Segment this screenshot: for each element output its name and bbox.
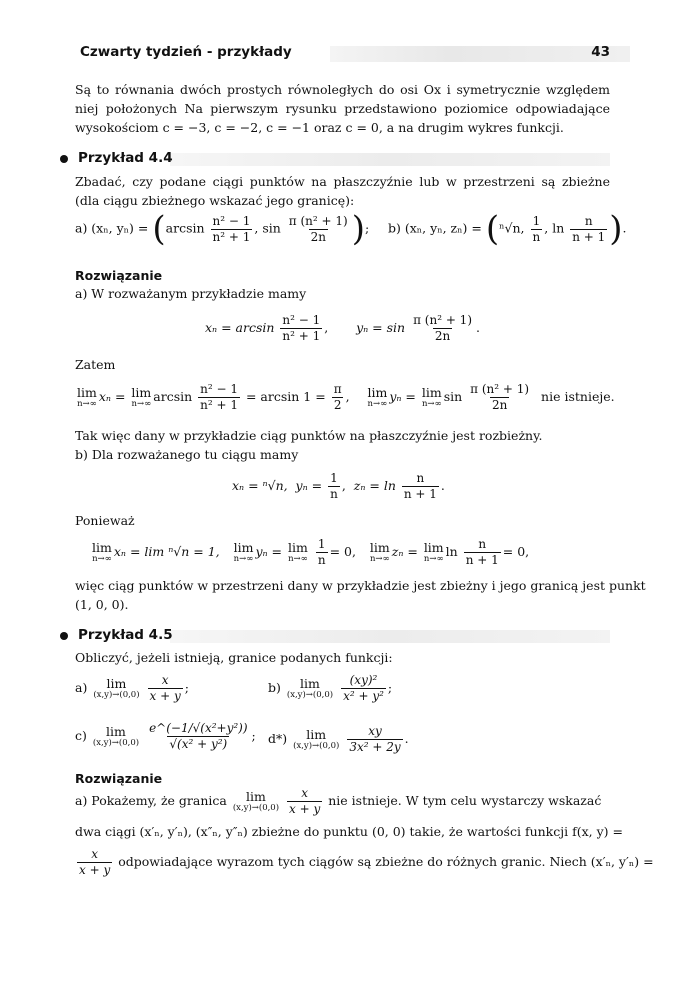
formula-4-5-b: b) lim (x,y)→(0,0) $\frac{\text{(xy)²}}{\text{x² + y²}}$ ; bbox=[268, 673, 393, 703]
chapter-title: Czwarty tydzień - przykłady bbox=[80, 44, 292, 60]
text-line: Są to równania dwóch prostych równoległych do osi Ox i symetrycznie względem bbox=[75, 82, 610, 97]
text-line: więc ciąg punktów w przestrzeni dany w przykładzie jest zbieżny i jego granicą jest punkt bbox=[75, 578, 646, 593]
solution-heading: Rozwiązanie bbox=[75, 268, 163, 283]
text-line: (1, 0, 0). bbox=[75, 597, 129, 612]
header-shading bbox=[330, 46, 630, 62]
bullet-icon bbox=[60, 632, 68, 640]
example-label: Przykład 4.5 bbox=[78, 627, 173, 643]
formula-4-5-a: a) lim (x,y)→(0,0) $\frac{x}{x + y}$ ; bbox=[75, 673, 189, 703]
solution-a-line2: dwa ciągi (x′ₙ, y′ₙ), (x″ₙ, y″ₙ) zbieżne do punktu (0, 0) takie, że wartości funkcji f(x, y) = bbox=[75, 824, 623, 839]
part-a-intro: a) W rozważanym przykładzie mamy bbox=[75, 286, 307, 301]
text-line: Zbadać, czy podane ciągi punktów na płaszczyźnie lub w przestrzeni są zbieżne bbox=[75, 174, 610, 189]
solution-heading: Rozwiązanie bbox=[75, 771, 163, 786]
heading-shading bbox=[170, 153, 610, 166]
page-number: 43 bbox=[591, 44, 610, 60]
solution-a-line3: $\frac{x}{x + y}$ odpowiadające wyrazom tych ciągów są zbieżne do różnych granic. Niech (x′ₙ, y′ₙ) = bbox=[79, 847, 654, 877]
formula-4-5-d: d*) lim (x,y)→(0,0) $\frac{xy}{\text{3x² + 2y}}$ . bbox=[268, 724, 409, 754]
formula-4-4-a: a) (xₙ, yₙ) = (arcsin $\frac{\text{n² − 1}}{\text{n² + 1}}$ , sin $\frac{\text{π (n² + 1)}}{2n}$ ); bbox=[75, 209, 370, 249]
example-4-4-task bbox=[75, 172, 610, 210]
zatem-text: Zatem bbox=[75, 357, 116, 372]
bullet-icon bbox=[60, 155, 68, 163]
limit-line-a: lim n→∞ xₙ = lim n→∞ arcsin $\frac{\text{n² − 1}}{\text{n² + 1}}$ = arcsin 1 = $\frac{\pi}{2}$ , lim n→∞ yₙ = lim n→∞ sin $\frac{\text{π (n² + 1)}}{2n}$ nie istnieje. bbox=[77, 382, 615, 412]
text-line: (dla ciągu zbieżnego wskazać jego granicę): bbox=[75, 193, 355, 208]
conclusion-b bbox=[75, 576, 646, 614]
example-label: Przykład 4.4 bbox=[78, 150, 173, 166]
formula-4-5-c: c) lim (x,y)→(0,0) $\frac{\text{e\textasciicircum{}(−1/√(x²+y²))}}{\text{√(x² + y²)}}$ ; bbox=[75, 721, 256, 751]
limit-line-b: lim n→∞ xₙ = lim ⁿ√n = 1, lim n→∞ yₙ = lim n→∞ $\frac{1}{n}$ = 0, lim n→∞ zₙ = lim n→∞ ln $\frac{n}{n + 1}$ = 0, bbox=[92, 537, 530, 567]
page-header bbox=[75, 40, 610, 66]
formula-4-4-b: b) (xₙ, yₙ, zₙ) = (ⁿ√n, $\frac{1}{n}$ , ln $\frac{n}{n + 1}$ ). bbox=[388, 209, 627, 249]
heading-shading bbox=[170, 630, 610, 643]
text-line: wysokościom c = −3, c = −2, c = −1 oraz c = 0, a na drugim wykres funkcji. bbox=[75, 120, 564, 135]
example-4-5-task: Obliczyć, jeżeli istnieją, granice podanych funkcji: bbox=[75, 650, 393, 665]
text-line: niej położonych Na pierwszym rysunku przedstawiono poziomice odpowiadające bbox=[75, 101, 610, 116]
example-4-5-heading bbox=[60, 627, 620, 647]
example-4-4-heading bbox=[60, 150, 620, 170]
ponieważ-text: Ponieważ bbox=[75, 513, 135, 528]
part-b-intro: b) Dla rozważanego tu ciągu mamy bbox=[75, 447, 299, 462]
xn-definition: xₙ = arcsin $\frac{\text{n² − 1}}{\text{n² + 1}}$ , yₙ = sin $\frac{\text{π (n² + 1)}}{2n}$ . bbox=[205, 313, 480, 343]
conclusion-a: Tak więc dany w przykładzie ciąg punktów na płaszczyźnie jest rozbieżny. bbox=[75, 428, 543, 443]
b-definitions: xₙ = ⁿ√n, yₙ = $\frac{1}{n}$ , zₙ = ln $\frac{n}{n + 1}$ . bbox=[232, 471, 445, 501]
solution-a-line1: a) Pokażemy, że granica lim (x,y)→(0,0) $\frac{x}{x + y}$ nie istnieje. W tym celu wystarczy wskazać bbox=[75, 786, 602, 816]
intro-paragraph bbox=[75, 80, 610, 137]
